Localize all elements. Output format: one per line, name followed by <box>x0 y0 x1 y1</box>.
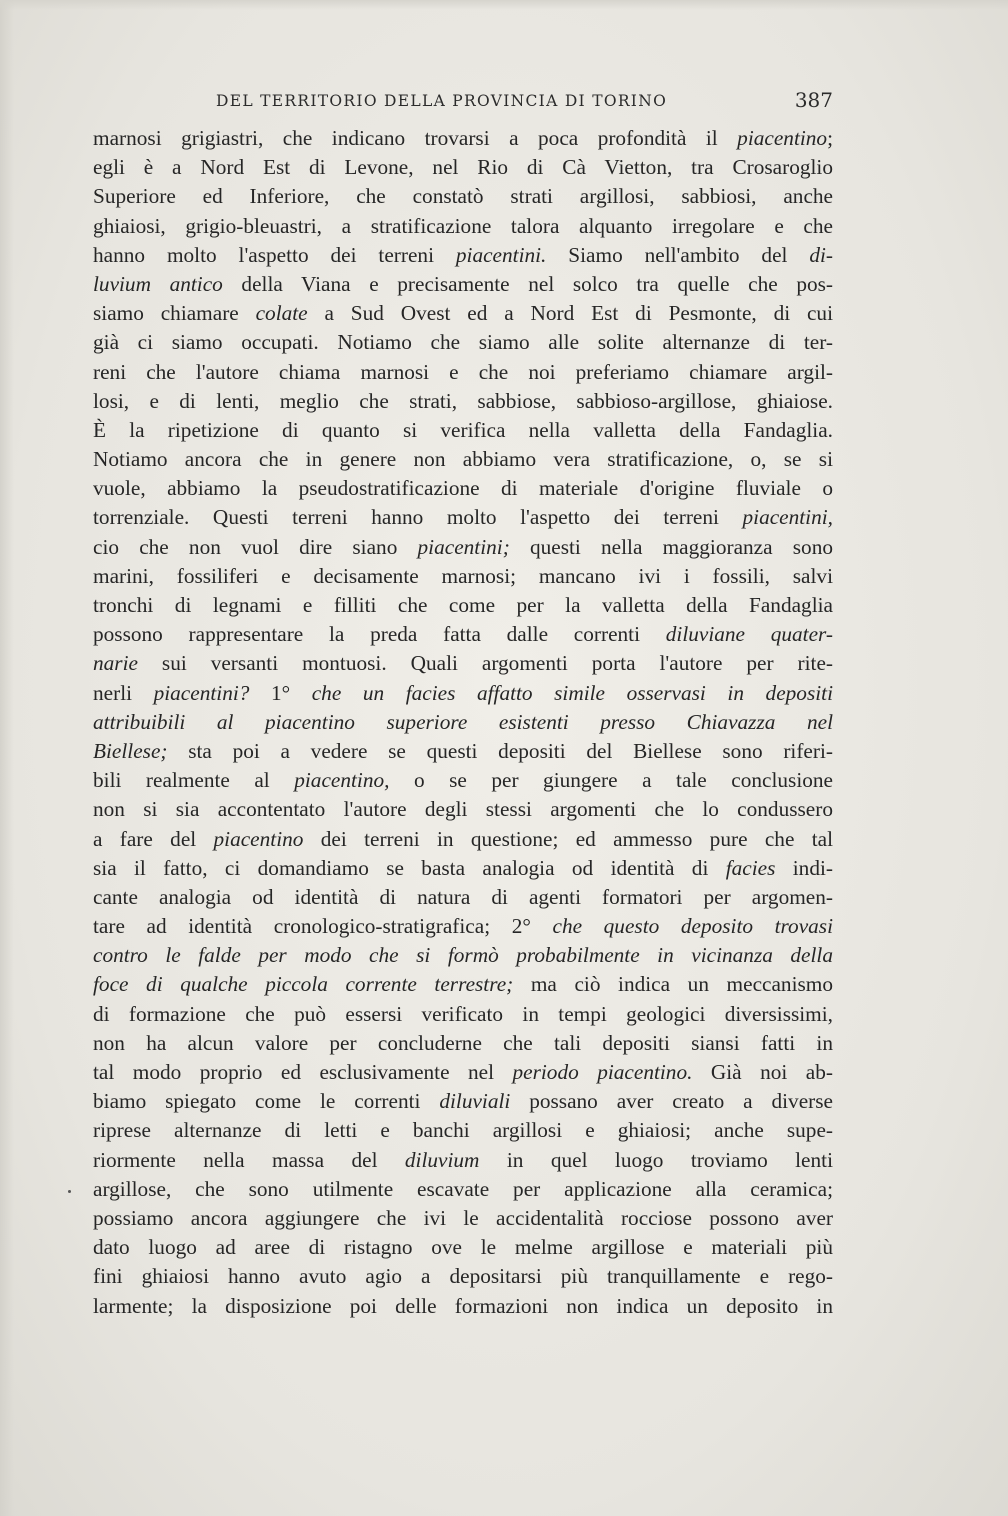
text-line <box>93 1087 833 1116</box>
margin-speck <box>68 1190 71 1193</box>
text-line <box>93 1058 833 1087</box>
text-line <box>93 1233 833 1262</box>
text-run: 1° <box>249 680 312 705</box>
text-line <box>93 1116 833 1145</box>
text-run: riprese alternanze di letti e banchi argillosi e ghiaiosi; anche supe- <box>93 1118 833 1143</box>
text-line <box>93 795 833 824</box>
text-run: sia il fatto, ci domandiamo se basta analogia od identità di <box>93 855 726 880</box>
text-line <box>93 1175 833 1204</box>
text-run: nerli <box>93 680 154 705</box>
text-run: biamo spiegato come le correnti <box>93 1089 440 1114</box>
text-run: torrenziale. Questi terreni hanno molto l'aspetto dei terreni <box>93 505 743 530</box>
text-line <box>93 941 833 970</box>
italic-text: Biellese; <box>93 738 168 763</box>
text-run: siamo chiamare <box>93 301 256 326</box>
text-run: ghiaiosi, grigio-bleuastri, a stratificazione talora alquanto irregolare e che <box>93 213 833 238</box>
page-number: 387 <box>794 88 833 112</box>
page-left-edge-shadow <box>0 0 14 1516</box>
text-run: marini, fossiliferi e decisamente marnosi; mancano ivi i fossili, salvi <box>93 563 833 588</box>
text-run: già ci siamo occupati. Notiamo che siamo alle solite alternanze di ter- <box>93 330 833 355</box>
italic-text: piacentini? <box>153 680 250 705</box>
text-line <box>93 679 833 708</box>
text-run: bili realmente al <box>93 768 295 793</box>
text-run: ma ciò indica un meccanismo <box>513 972 833 997</box>
text-line <box>93 1204 833 1233</box>
italic-text: narie <box>93 651 138 676</box>
italic-text: diluviali <box>439 1089 511 1114</box>
text-run: della Viana e precisamente nel solco tra quelle che pos- <box>222 271 833 296</box>
italic-text: che un facies affatto simile osservasi in depositi <box>311 680 833 705</box>
text-run: tronchi di legnami e filliti che come per la valletta della Fandaglia <box>93 593 833 617</box>
text-run: indi- <box>775 855 833 880</box>
text-line <box>93 241 833 270</box>
running-head <box>93 88 833 118</box>
text-line <box>93 270 833 299</box>
italic-text: piacentino <box>213 826 304 851</box>
text-line <box>93 124 833 153</box>
italic-text: diluviane quater- <box>665 622 833 647</box>
text-line <box>93 416 833 445</box>
text-run: cante analogia od identità di natura di agenti formatori per argomen- <box>93 884 833 909</box>
text-run: dato luogo ad aree di ristagno ove le melme argillose e materiali più <box>93 1235 833 1260</box>
text-run: a fare del <box>93 826 214 851</box>
text-run: egli è a Nord Est di Levone, nel Rio di Cà Vietton, tra Crosaroglio <box>93 155 833 180</box>
text-run: Siamo nell'ambito del <box>546 242 810 267</box>
text-run: o se per giungere a tale conclusione <box>389 768 833 793</box>
text-line <box>93 649 833 678</box>
text-line <box>93 182 833 211</box>
text-line <box>93 854 833 883</box>
text-line <box>93 766 833 795</box>
page-top-edge-shadow <box>0 0 1008 10</box>
italic-text: diluvium <box>404 1147 480 1172</box>
text-run: cio che non vuol dire siano <box>93 534 418 559</box>
italic-text: piacentino, <box>294 768 390 793</box>
text-run: È la ripetizione di quanto si verifica nella valletta della Fandaglia. <box>93 417 833 442</box>
text-line <box>93 153 833 182</box>
text-run: tare ad identità cronologico-stratigrafica; 2° <box>93 914 553 939</box>
text-line <box>93 1000 833 1029</box>
text-run: sta poi a vedere se questi depositi del Biellese sono riferi- <box>167 738 833 763</box>
text-line <box>93 358 833 387</box>
body-text <box>93 124 833 1321</box>
text-run: losi, e di lenti, meglio che strati, sabbiose, sabbioso-argillose, ghiaiose. <box>93 388 833 413</box>
text-run: fini ghiaiosi hanno avuto agio a depositarsi più tranquillamente e rego- <box>93 1264 833 1289</box>
text-line <box>93 562 833 591</box>
text-line <box>93 1262 833 1291</box>
text-run: sui versanti montuosi. Quali argomenti porta l'autore per rite- <box>137 651 833 676</box>
text-run: possiamo ancora aggiungere che ivi le accidentalità rocciose possono aver <box>93 1205 833 1230</box>
italic-text: piacentini, <box>742 505 833 530</box>
text-line <box>93 1146 833 1175</box>
text-line <box>93 328 833 357</box>
text-run: riormente nella massa del <box>93 1147 405 1172</box>
text-run: marnosi grigiastri, che indicano trovarsi a poca profondità il <box>93 126 738 150</box>
text-line <box>93 212 833 241</box>
text-line <box>93 1029 833 1058</box>
text-line <box>93 445 833 474</box>
text-line <box>93 387 833 416</box>
italic-text: piacentino <box>737 126 828 150</box>
text-run: reni che l'autore chiama marnosi e che noi preferiamo chiamare argil- <box>93 359 833 384</box>
text-run: larmente; la disposizione poi delle formazioni non indica un deposito in <box>93 1293 833 1318</box>
text-run: questi nella maggioranza sono <box>509 534 833 559</box>
italic-text: colate <box>255 301 308 326</box>
italic-text: che questo deposito trovasi <box>552 914 833 939</box>
text-line <box>93 737 833 766</box>
text-line <box>93 591 833 620</box>
text-run: non si sia accontentato l'autore degli stessi argomenti che lo condussero <box>93 797 833 822</box>
text-run: non ha alcun valore per concluderne che tali depositi siansi fatti in <box>93 1030 833 1055</box>
italic-text: di- <box>809 242 833 267</box>
text-run: ; <box>827 126 833 150</box>
text-line <box>93 474 833 503</box>
text-run: in quel luogo troviamo lenti <box>479 1147 833 1172</box>
italic-text: luvium antico <box>93 271 223 296</box>
text-run: Già noi ab- <box>692 1060 833 1084</box>
text-line <box>93 1292 833 1321</box>
italic-text: attribuibili al piacentino superiore esistenti presso Chiavazza nel <box>93 709 833 734</box>
text-run: tal modo proprio ed esclusivamente nel <box>93 1060 513 1084</box>
text-run: possano aver creato a diverse <box>510 1089 833 1114</box>
italic-text: contro le falde per modo che si formò probabilmente in vicinanza della <box>93 943 833 968</box>
italic-text: periodo piacentino. <box>512 1060 693 1084</box>
italic-text: piacentini. <box>455 242 547 267</box>
text-line <box>93 620 833 649</box>
text-run: Superiore ed Inferiore, che constatò strati argillosi, sabbiosi, anche <box>93 184 833 209</box>
text-line <box>93 533 833 562</box>
italic-text: facies <box>725 855 776 880</box>
text-line <box>93 503 833 532</box>
text-run: di formazione che può essersi verificato in tempi geologici diversissimi, <box>93 1001 833 1026</box>
text-run: dei terreni in questione; ed ammesso pure che tal <box>303 826 833 851</box>
text-line <box>93 883 833 912</box>
text-run: hanno molto l'aspetto dei terreni <box>93 242 456 267</box>
text-run: Notiamo ancora che in genere non abbiamo vera stratificazione, o, se si <box>93 447 833 472</box>
text-run: a Sud Ovest ed a Nord Est di Pesmonte, di cui <box>307 301 833 326</box>
italic-text: foce di qualche piccola corrente terrestre; <box>93 972 514 997</box>
text-line <box>93 912 833 941</box>
italic-text: piacentini; <box>417 534 510 559</box>
text-run: possono rappresentare la preda fatta dalle correnti <box>93 622 666 647</box>
running-title: DEL TERRITORIO DELLA PROVINCIA DI TORINO <box>216 92 668 110</box>
text-line <box>93 825 833 854</box>
text-run: argillose, che sono utilmente escavate per applicazione alla ceramica; <box>93 1176 833 1201</box>
text-line <box>93 299 833 328</box>
text-line <box>93 970 833 999</box>
text-run: vuole, abbiamo la pseudostratificazione di materiale d'origine fluviale o <box>93 476 833 501</box>
text-line <box>93 708 833 737</box>
